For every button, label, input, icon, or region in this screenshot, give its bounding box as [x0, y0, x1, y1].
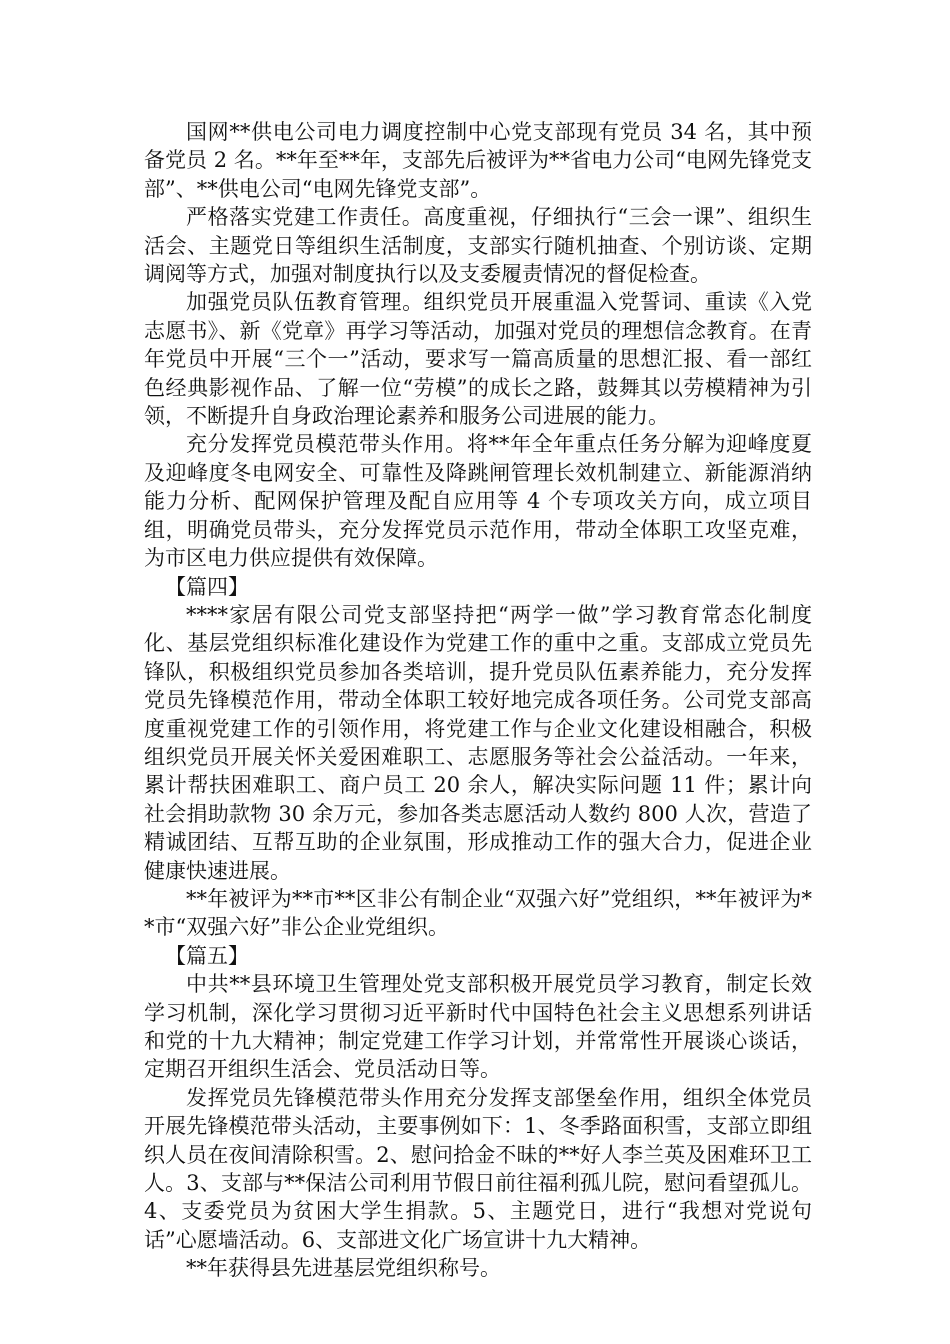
section-heading-5: 【篇五】: [165, 943, 249, 968]
document-page: [144, 118, 812, 1283]
paragraph-responsibility: 严格落实党建工作责任。高度重视，仔细执行“三会一课”、组织生活会、主题党日等组织生活制度，支部实行随机抽查、个别访谈、定期调阅等方式，加强对制度执行以及支委履责情况的督促检查。: [144, 205, 812, 287]
paragraph-section5-examples: 发挥党员先锋模范带头作用充分发挥支部堡垒作用，组织全体党员开展先锋模范带头活动，主要事例如下：1、冬季路面积雪，支部立即组织人员在夜间清除积雪。2、慰问拾金不昧的**好人李兰英及困难环卫工人。3、支部与**保洁公司利用节假日前往福利孤儿院，慰问看望孤儿。4、支委党员为贫困大学生捐款。5、主题党日，进行“我想对党说句话”心愿墙活动。6、支部进文化广场宣讲十九大精神。: [144, 1085, 812, 1252]
paragraph-education: 加强党员队伍教育管理。组织党员开展重温入党誓词、重读《入党志愿书》、新《党章》再学习等活动，加强对党员的理想信念教育。在青年党员中开展“三个一”活动，要求写一篇高质量的思想汇报、看一部红色经典影视作品、了解一位“劳模”的成长之路，鼓舞其以劳模精神为引领，不断提升自身政治理论素养和服务公司进展的能力。: [144, 290, 812, 429]
paragraph-intro: 国网**供电公司电力调度控制中心党支部现有党员 34 名，其中预备党员 2 名。**年至**年，支部先后被评为**省电力公司“电网先锋党支部”、**供电公司“电网先锋党支部”。: [144, 120, 812, 201]
paragraph-section4-body: ****家居有限公司党支部坚持把“两学一做”学习教育常态化制度化、基层党组织标准化建设作为党建工作的重中之重。支部成立党员先锋队，积极组织党员参加各类培训，提升党员队伍素养能力，充分发挥党员先锋模范作用，带动全体职工较好地完成各项任务。公司党支部高度重视党建工作的引领作用，将党建工作与企业文化建设相融合，积极组织党员开展关怀关爱困难职工、志愿服务等社会公益活动。一年来，累计帮扶困难职工、商户员工 20 余人，解决实际问题 11 件；累计向社会捐助款物 30 余万元，参加各类志愿活动人数约 800 人次，营造了精诚团结、互帮互助的企业氛围，形成推动工作的强大合力，促进企业健康快速进展。: [144, 602, 812, 883]
paragraph-section5-honor: **年获得县先进基层党组织称号。: [186, 1256, 501, 1281]
paragraph-section4-honor: **年被评为**市**区非公有制企业“双强六好”党组织，**年被评为**市“双强六好”非公企业党组织。: [144, 886, 812, 940]
paragraph-exemplary-role: 充分发挥党员模范带头作用。将**年全年重点任务分解为迎峰度夏及迎峰度冬电网安全、可靠性及降跳闸管理长效机制建立、新能源消纳能力分析、配网保护管理及配自应用等 4 个专项攻关方向，成立项目组，明确党员带头，充分发挥党员示范作用，带动全体职工攻坚克难，为市区电力供应提供有效保障。: [144, 432, 812, 571]
section-heading-4: 【篇四】: [165, 574, 249, 599]
paragraph-section5-body: 中共**县环境卫生管理处党支部积极开展党员学习教育，制定长效学习机制，深化学习贯彻习近平新时代中国特色社会主义思想系列讲话和党的十九大精神；制定党建工作学习计划，并常常性开展谈心谈话，定期召开组织生活会、党员活动日等。: [144, 972, 812, 1082]
